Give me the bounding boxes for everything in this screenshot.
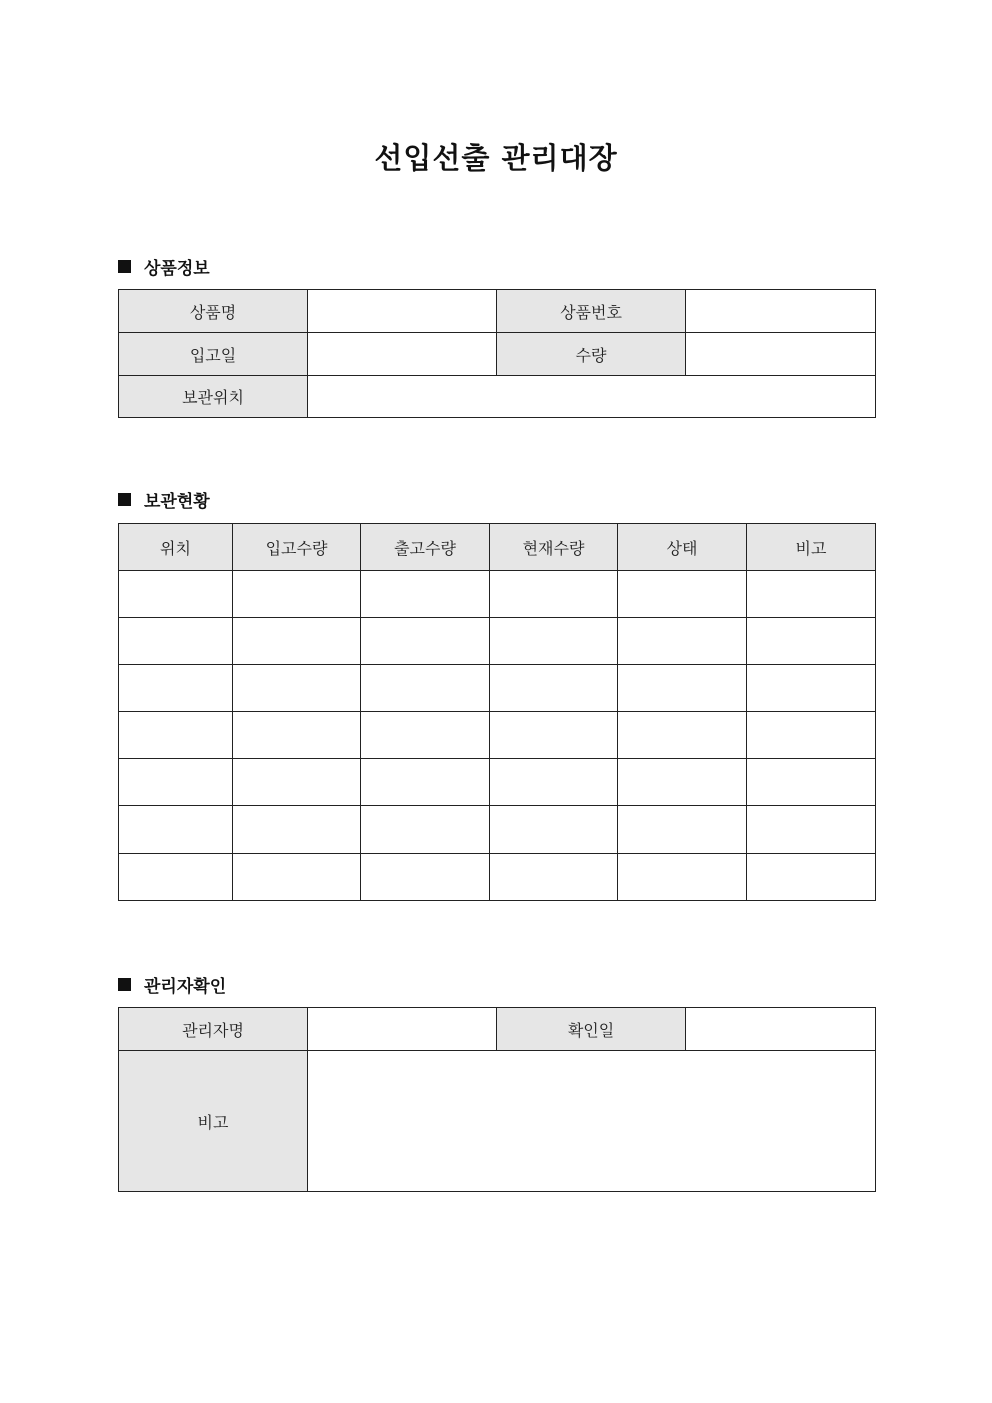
table-cell[interactable] [490, 759, 618, 806]
receipt-date-field[interactable] [308, 333, 497, 376]
table-cell[interactable] [233, 759, 361, 806]
product-name-field[interactable] [308, 290, 497, 333]
storage-status-table [118, 523, 876, 901]
table-cell[interactable] [747, 759, 876, 806]
column-header-current-qty: 현재수량 [490, 524, 618, 571]
manager-name-label: 관리자명 [119, 1008, 308, 1051]
storage-location-field[interactable] [308, 376, 876, 418]
document-title: 선입선출 관리대장 [374, 141, 618, 175]
column-header-remarks: 비고 [747, 524, 876, 571]
table-cell[interactable] [618, 618, 747, 665]
square-bullet-icon [118, 260, 131, 273]
table-cell[interactable] [490, 806, 618, 854]
table-cell[interactable] [361, 806, 490, 854]
table-cell[interactable] [747, 571, 876, 618]
table-row [119, 854, 876, 901]
section-title: 보관현황 [144, 492, 210, 512]
table-cell[interactable] [747, 806, 876, 854]
table-cell[interactable] [233, 571, 361, 618]
product-number-field[interactable] [686, 290, 876, 333]
quantity-label: 수량 [497, 333, 686, 376]
table-cell[interactable] [119, 806, 233, 854]
storage-location-label: 보관위치 [119, 376, 308, 418]
table-row [119, 712, 876, 759]
section-title: 상품정보 [144, 259, 210, 279]
table-cell[interactable] [361, 571, 490, 618]
section-heading-product-info [118, 254, 210, 279]
table-cell[interactable] [233, 712, 361, 759]
table-cell[interactable] [618, 806, 747, 854]
table-cell[interactable] [747, 665, 876, 712]
quantity-field[interactable] [686, 333, 876, 376]
table-cell[interactable] [618, 665, 747, 712]
table-cell[interactable] [119, 571, 233, 618]
table-cell[interactable] [618, 854, 747, 901]
table-row [119, 759, 876, 806]
table-row [119, 571, 876, 618]
table-cell[interactable] [361, 712, 490, 759]
table-row [119, 618, 876, 665]
table-cell[interactable] [618, 759, 747, 806]
table-cell[interactable] [747, 618, 876, 665]
section-heading-manager-confirm [118, 972, 226, 997]
table-cell[interactable] [361, 854, 490, 901]
receipt-date-label: 입고일 [119, 333, 308, 376]
table-cell[interactable] [490, 571, 618, 618]
table-cell[interactable] [119, 759, 233, 806]
table-cell[interactable] [119, 618, 233, 665]
product-name-label: 상품명 [119, 290, 308, 333]
column-header-location: 위치 [119, 524, 233, 571]
section-heading-storage-status [118, 487, 210, 512]
table-cell[interactable] [233, 618, 361, 665]
product-number-label: 상품번호 [497, 290, 686, 333]
table-row [119, 665, 876, 712]
table-cell[interactable] [490, 712, 618, 759]
remarks-field[interactable] [308, 1051, 876, 1192]
table-cell[interactable] [233, 665, 361, 712]
table-cell[interactable] [490, 665, 618, 712]
table-cell[interactable] [361, 665, 490, 712]
table-cell[interactable] [119, 665, 233, 712]
confirm-date-field[interactable] [686, 1008, 876, 1051]
table-row [119, 806, 876, 854]
table-cell[interactable] [618, 712, 747, 759]
table-cell[interactable] [361, 618, 490, 665]
square-bullet-icon [118, 978, 131, 991]
table-cell[interactable] [361, 759, 490, 806]
square-bullet-icon [118, 493, 131, 506]
column-header-inbound-qty: 입고수량 [233, 524, 361, 571]
manager-name-field[interactable] [308, 1008, 497, 1051]
table-cell[interactable] [119, 854, 233, 901]
table-cell[interactable] [233, 854, 361, 901]
product-info-table [118, 289, 876, 418]
table-cell[interactable] [490, 618, 618, 665]
table-cell[interactable] [490, 854, 618, 901]
table-cell[interactable] [119, 712, 233, 759]
remarks-label: 비고 [119, 1051, 308, 1192]
section-title: 관리자확인 [144, 977, 227, 997]
confirm-date-label: 확인일 [497, 1008, 686, 1051]
table-cell[interactable] [618, 571, 747, 618]
table-cell[interactable] [747, 854, 876, 901]
column-header-status: 상태 [618, 524, 747, 571]
manager-confirm-table [118, 1007, 876, 1192]
column-header-outbound-qty: 출고수량 [361, 524, 490, 571]
table-cell[interactable] [747, 712, 876, 759]
table-cell[interactable] [233, 806, 361, 854]
